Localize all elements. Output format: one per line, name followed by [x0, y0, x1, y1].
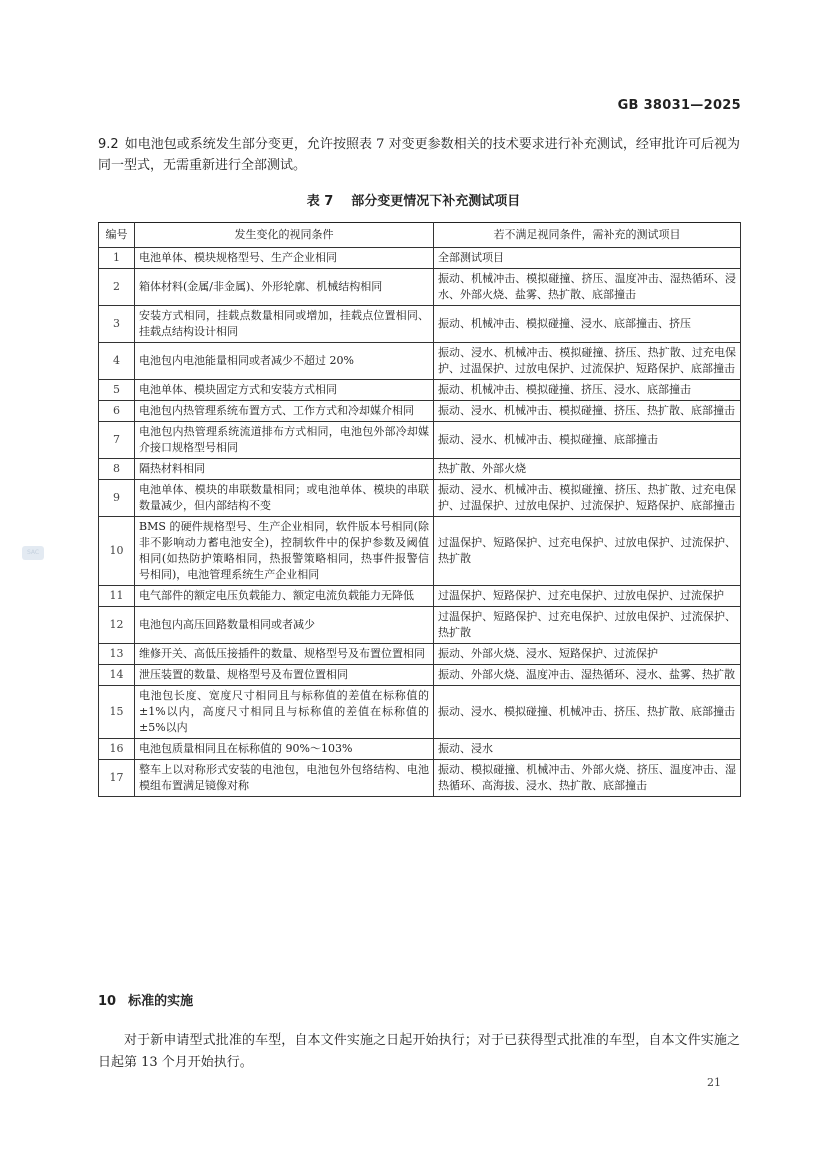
- row-number: 14: [99, 665, 135, 686]
- standard-code: GB 38031—2025: [617, 98, 741, 113]
- table-title: [0, 190, 827, 209]
- row-test-items: 振动、浸水、机械冲击、模拟碰撞、挤压、热扩散、底部撞击: [434, 401, 741, 422]
- row-condition: 电池包质量相同且在标称值的 90%～103%: [135, 739, 434, 760]
- row-test-items: 过温保护、短路保护、过充电保护、过放电保护、过流保护: [434, 586, 741, 607]
- row-condition: 整车上以对称形式安装的电池包，电池包外包络结构、电池模组布置满足镜像对称: [135, 760, 434, 797]
- section-body: 对于新申请型式批准的车型，自本文件实施之日起开始执行；对于已获得型式批准的车型，自本文件实施之日起第 13 个月开始执行。: [98, 1033, 740, 1070]
- section-title: 标准的实施: [128, 994, 194, 1009]
- column-header-condition: 发生变化的视同条件: [135, 223, 434, 248]
- row-number: 3: [99, 306, 135, 343]
- table-row: [99, 248, 741, 269]
- table-label: 表 7: [306, 194, 334, 209]
- row-number: 17: [99, 760, 135, 797]
- row-number: 11: [99, 586, 135, 607]
- row-number: 16: [99, 739, 135, 760]
- table-row: [99, 586, 741, 607]
- row-condition: 安装方式相同，挂载点数量相同或增加，挂载点位置相同、挂载点结构设计相同: [135, 306, 434, 343]
- table-row: [99, 739, 741, 760]
- row-condition: 电池包长度、宽度尺寸相同且与标称值的差值在标称值的±1%以内，高度尺寸相同且与标称值的差值在标称值的±5%以内: [135, 686, 434, 739]
- table-row: [99, 459, 741, 480]
- row-test-items: 振动、浸水: [434, 739, 741, 760]
- row-test-items: 过温保护、短路保护、过充电保护、过放电保护、过流保护、热扩散: [434, 607, 741, 644]
- row-test-items: 振动、机械冲击、模拟碰撞、挤压、温度冲击、湿热循环、浸水、外部火烧、盐雾、热扩散、底部撞击: [434, 269, 741, 306]
- table-row: [99, 665, 741, 686]
- row-number: 15: [99, 686, 135, 739]
- clause-text: 如电池包或系统发生部分变更，允许按照表 7 对变更参数相关的技术要求进行补充测试，经审批许可后视为同一型式，无需重新进行全部测试。: [98, 137, 740, 173]
- row-number: 13: [99, 644, 135, 665]
- row-condition: BMS 的硬件规格型号、生产企业相同，软件版本号相同(除非不影响动力蓄电池安全)，控制软件中的保护参数及阈值相同(如热防护策略相同，热报警策略相同，热事件报警信号相同)，电池管理系统生产企业相同: [135, 517, 434, 586]
- table-row: [99, 401, 741, 422]
- row-test-items: 全部测试项目: [434, 248, 741, 269]
- table-row: [99, 760, 741, 797]
- row-test-items: 热扩散、外部火烧: [434, 459, 741, 480]
- row-test-items: 振动、机械冲击、模拟碰撞、挤压、浸水、底部撞击: [434, 380, 741, 401]
- column-header-test-items: 若不满足视同条件，需补充的测试项目: [434, 223, 741, 248]
- row-condition: 电池包内高压回路数量相同或者减少: [135, 607, 434, 644]
- row-test-items: 振动、浸水、模拟碰撞、机械冲击、挤压、热扩散、底部撞击: [434, 686, 741, 739]
- table-row: [99, 306, 741, 343]
- row-number: 12: [99, 607, 135, 644]
- table-row: [99, 380, 741, 401]
- row-number: 1: [99, 248, 135, 269]
- row-test-items: 振动、机械冲击、模拟碰撞、浸水、底部撞击、挤压: [434, 306, 741, 343]
- table-row: [99, 517, 741, 586]
- table-body: [99, 248, 741, 797]
- table-header-row: [99, 223, 741, 248]
- row-test-items: 振动、浸水、机械冲击、模拟碰撞、挤压、热扩散、过充电保护、过温保护、过放电保护、过流保护、短路保护、底部撞击: [434, 343, 741, 380]
- row-condition: 隔热材料相同: [135, 459, 434, 480]
- row-condition: 电池包内热管理系统流道排布方式相同，电池包外部冷却媒介接口规格型号相同: [135, 422, 434, 459]
- table-row: [99, 644, 741, 665]
- column-header-number: 编号: [99, 223, 135, 248]
- row-test-items: 振动、外部火烧、浸水、短路保护、过流保护: [434, 644, 741, 665]
- table-row: [99, 343, 741, 380]
- section-heading: [98, 990, 193, 1009]
- clause-9-2: [98, 134, 740, 176]
- row-condition: 电池单体、模块固定方式和安装方式相同: [135, 380, 434, 401]
- supplementary-test-table: [98, 222, 741, 797]
- table-row: [99, 269, 741, 306]
- row-number: 10: [99, 517, 135, 586]
- row-condition: 电气部件的额定电压负载能力、额定电流负载能力无降低: [135, 586, 434, 607]
- sac-watermark: SAC: [22, 546, 44, 560]
- row-test-items: 振动、外部火烧、温度冲击、湿热循环、浸水、盐雾、热扩散: [434, 665, 741, 686]
- row-number: 5: [99, 380, 135, 401]
- row-condition: 箱体材料(金属/非金属)、外形轮廓、机械结构相同: [135, 269, 434, 306]
- row-condition: 维修开关、高低压接插件的数量、规格型号及布置位置相同: [135, 644, 434, 665]
- table-caption: 部分变更情况下补充测试项目: [351, 194, 521, 209]
- row-number: 7: [99, 422, 135, 459]
- clause-number: 9.2: [98, 137, 119, 152]
- row-condition: 电池单体、模块规格型号、生产企业相同: [135, 248, 434, 269]
- page-number: 21: [707, 1076, 721, 1089]
- row-number: 8: [99, 459, 135, 480]
- table-row: [99, 480, 741, 517]
- row-condition: 电池包内热管理系统布置方式、工作方式和冷却媒介相同: [135, 401, 434, 422]
- section-number: 10: [98, 994, 117, 1009]
- table-row: [99, 686, 741, 739]
- row-test-items: 振动、浸水、机械冲击、模拟碰撞、底部撞击: [434, 422, 741, 459]
- table-row: [99, 607, 741, 644]
- row-number: 6: [99, 401, 135, 422]
- row-test-items: 振动、模拟碰撞、机械冲击、外部火烧、挤压、温度冲击、湿热循环、高海拔、浸水、热扩散、底部撞击: [434, 760, 741, 797]
- row-number: 2: [99, 269, 135, 306]
- row-test-items: 过温保护、短路保护、过充电保护、过放电保护、过流保护、热扩散: [434, 517, 741, 586]
- row-condition: 泄压装置的数量、规格型号及布置位置相同: [135, 665, 434, 686]
- row-condition: 电池单体、模块的串联数量相同；或电池单体、模块的串联数量减少，但内部结构不变: [135, 480, 434, 517]
- row-condition: 电池包内电池能量相同或者减少不超过 20%: [135, 343, 434, 380]
- row-number: 4: [99, 343, 135, 380]
- table-row: [99, 422, 741, 459]
- row-number: 9: [99, 480, 135, 517]
- row-test-items: 振动、浸水、机械冲击、模拟碰撞、挤压、热扩散、过充电保护、过温保护、过放电保护、过流保护、短路保护、底部撞击: [434, 480, 741, 517]
